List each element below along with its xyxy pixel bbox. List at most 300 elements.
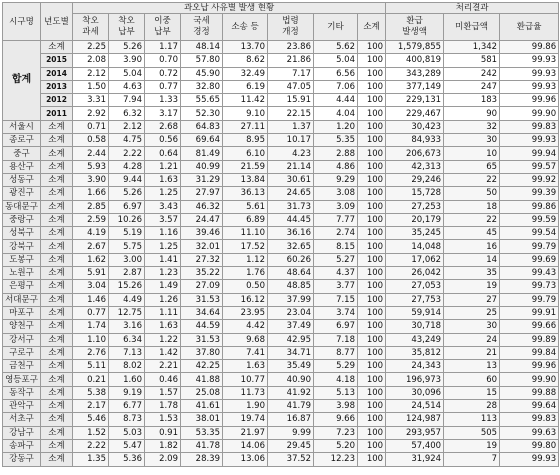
table-row xyxy=(3,134,559,147)
data-cell: 100 xyxy=(358,187,386,200)
data-cell: 99.93 xyxy=(500,453,559,466)
data-cell: 1.60 xyxy=(109,373,145,386)
data-cell: 25.08 xyxy=(181,386,223,399)
table-row xyxy=(3,160,559,173)
table-row xyxy=(3,346,559,359)
region-label: 용산구 xyxy=(3,160,41,173)
region-label: 중구 xyxy=(3,147,41,160)
region-label: 관악구 xyxy=(3,400,41,413)
data-cell: 28 xyxy=(444,400,500,413)
data-cell: 7.13 xyxy=(109,346,145,359)
data-cell: 55.65 xyxy=(181,94,223,107)
table-row xyxy=(3,386,559,399)
year-label: 소계 xyxy=(41,173,73,186)
region-label: 동대문구 xyxy=(3,200,41,213)
table-row xyxy=(3,426,559,439)
year-label: 소계 xyxy=(41,346,73,359)
data-cell: 100 xyxy=(358,67,386,80)
column-header: 환급 발생액 xyxy=(386,14,444,41)
data-cell: 22.15 xyxy=(268,107,314,120)
data-cell: 27.09 xyxy=(181,280,223,293)
data-cell: 39.46 xyxy=(181,227,223,240)
data-cell: 30,718 xyxy=(386,320,444,333)
data-cell: 4.18 xyxy=(314,373,358,386)
data-cell: 100 xyxy=(358,346,386,359)
data-cell: 36.16 xyxy=(268,227,314,240)
data-cell: 99.54 xyxy=(500,227,559,240)
data-cell: 99.84 xyxy=(500,346,559,359)
data-cell: 1.63 xyxy=(145,320,181,333)
data-cell: 32 xyxy=(444,120,500,133)
data-cell: 32.65 xyxy=(268,240,314,253)
table-row xyxy=(3,147,559,160)
data-cell: 4.04 xyxy=(314,107,358,120)
data-cell: 2.22 xyxy=(73,439,109,452)
table-row xyxy=(3,373,559,386)
data-cell: 1.17 xyxy=(145,41,181,54)
data-cell: 3.43 xyxy=(145,200,181,213)
data-cell: 36.13 xyxy=(223,187,268,200)
data-cell: 99.57 xyxy=(500,160,559,173)
data-cell: 100 xyxy=(358,333,386,346)
data-cell: 100 xyxy=(358,227,386,240)
data-cell: 42,313 xyxy=(386,160,444,173)
data-cell: 17.52 xyxy=(223,240,268,253)
data-cell: 20,179 xyxy=(386,213,444,226)
year-label: 2013 xyxy=(41,80,73,93)
data-cell: 7.15 xyxy=(314,293,358,306)
data-cell: 1,342 xyxy=(444,41,500,54)
data-cell: 10.17 xyxy=(268,134,314,147)
year-label: 소계 xyxy=(41,426,73,439)
data-cell: 19 xyxy=(444,280,500,293)
data-cell: 100 xyxy=(358,80,386,93)
data-cell: 12.23 xyxy=(314,453,358,466)
year-label: 소계 xyxy=(41,280,73,293)
data-cell: 11.73 xyxy=(223,386,268,399)
data-cell: 5.62 xyxy=(314,41,358,54)
data-cell: 3.16 xyxy=(109,320,145,333)
table-body xyxy=(3,41,559,467)
data-cell: 23.86 xyxy=(268,41,314,54)
data-cell: 1.21 xyxy=(145,160,181,173)
data-cell: 30.61 xyxy=(268,173,314,186)
data-cell: 2.87 xyxy=(109,267,145,280)
data-cell: 0.91 xyxy=(145,426,181,439)
data-cell: 100 xyxy=(358,200,386,213)
data-cell: 15.26 xyxy=(109,280,145,293)
data-cell: 11.42 xyxy=(223,94,268,107)
data-cell: 1.41 xyxy=(145,253,181,266)
region-label: 동작구 xyxy=(3,386,41,399)
region-label: 금천구 xyxy=(3,360,41,373)
data-cell: 35,812 xyxy=(386,346,444,359)
column-header: 기타 xyxy=(314,14,358,41)
data-cell: 29,246 xyxy=(386,173,444,186)
data-cell: 16.87 xyxy=(268,413,314,426)
data-cell: 2.92 xyxy=(73,107,109,120)
data-cell: 99.73 xyxy=(500,280,559,293)
subheader-row xyxy=(3,14,559,41)
data-cell: 124,987 xyxy=(386,413,444,426)
data-cell: 32.01 xyxy=(181,240,223,253)
data-cell: 4.28 xyxy=(109,160,145,173)
data-cell: 1.82 xyxy=(145,439,181,452)
year-label: 소계 xyxy=(41,439,73,452)
data-cell: 3.77 xyxy=(314,280,358,293)
data-cell: 100 xyxy=(358,147,386,160)
data-cell: 1.53 xyxy=(145,413,181,426)
data-cell: 6.97 xyxy=(314,320,358,333)
data-cell: 0.71 xyxy=(73,120,109,133)
data-cell: 48.85 xyxy=(268,280,314,293)
data-cell: 40.99 xyxy=(181,160,223,173)
data-cell: 34.71 xyxy=(268,346,314,359)
region-label: 강동구 xyxy=(3,453,41,466)
data-cell: 5.04 xyxy=(109,67,145,80)
data-cell: 99.69 xyxy=(500,253,559,266)
region-label: 서대문구 xyxy=(3,293,41,306)
data-cell: 0.72 xyxy=(145,67,181,80)
data-cell: 21.97 xyxy=(223,426,268,439)
data-cell: 100 xyxy=(358,306,386,319)
table-row xyxy=(3,240,559,253)
data-cell: 41.78 xyxy=(181,439,223,452)
data-cell: 21.14 xyxy=(268,160,314,173)
data-cell: 3.74 xyxy=(314,306,358,319)
table-row xyxy=(3,120,559,133)
data-cell: 35.22 xyxy=(181,267,223,280)
data-cell: 14,048 xyxy=(386,240,444,253)
data-cell: 183 xyxy=(444,94,500,107)
region-label: 송파구 xyxy=(3,439,41,452)
data-cell: 3.90 xyxy=(109,54,145,67)
data-cell: 6.77 xyxy=(109,400,145,413)
data-cell: 15.91 xyxy=(268,94,314,107)
region-label: 서울시 xyxy=(3,120,41,133)
data-cell: 27.11 xyxy=(223,120,268,133)
data-cell: 17,062 xyxy=(386,253,444,266)
data-cell: 1.50 xyxy=(73,80,109,93)
region-label: 강남구 xyxy=(3,426,41,439)
column-header: 국세 경정 xyxy=(181,14,223,41)
data-cell: 99.80 xyxy=(500,439,559,452)
data-cell: 7 xyxy=(444,453,500,466)
data-cell: 2.59 xyxy=(73,213,109,226)
data-cell: 1.20 xyxy=(314,120,358,133)
data-cell: 5.04 xyxy=(314,54,358,67)
table-row xyxy=(3,173,559,186)
data-cell: 0.70 xyxy=(145,54,181,67)
data-cell: 5.36 xyxy=(109,453,145,466)
data-cell: 23.95 xyxy=(223,306,268,319)
data-cell: 42.95 xyxy=(268,333,314,346)
region-label: 광진구 xyxy=(3,187,41,200)
table-row xyxy=(3,400,559,413)
table-row xyxy=(3,200,559,213)
data-cell: 5.93 xyxy=(73,160,109,173)
data-cell: 35.49 xyxy=(268,360,314,373)
data-cell: 5.91 xyxy=(73,267,109,280)
data-cell: 100 xyxy=(358,373,386,386)
data-cell: 37.52 xyxy=(268,453,314,466)
data-cell: 57,400 xyxy=(386,439,444,452)
data-cell: 4.42 xyxy=(223,320,268,333)
table-row xyxy=(3,107,559,120)
data-cell: 9.10 xyxy=(223,107,268,120)
data-cell: 9.29 xyxy=(314,173,358,186)
region-label: 영등포구 xyxy=(3,373,41,386)
data-cell: 581 xyxy=(444,54,500,67)
data-cell: 196,973 xyxy=(386,373,444,386)
data-cell: 46.32 xyxy=(181,200,223,213)
data-cell: 64.83 xyxy=(181,120,223,133)
data-cell: 99.96 xyxy=(500,94,559,107)
data-cell: 100 xyxy=(358,386,386,399)
data-cell: 3.00 xyxy=(109,253,145,266)
data-cell: 1.26 xyxy=(145,293,181,306)
region-label: 마포구 xyxy=(3,306,41,319)
data-cell: 1.10 xyxy=(73,333,109,346)
data-cell: 30,096 xyxy=(386,386,444,399)
data-cell: 7.41 xyxy=(223,346,268,359)
data-cell: 41.79 xyxy=(268,400,314,413)
header-cause-group: 과오납 사유별 발생 현황 xyxy=(73,3,386,14)
data-cell: 3.09 xyxy=(314,200,358,213)
data-cell: 1.63 xyxy=(145,173,181,186)
data-cell: 1.74 xyxy=(73,320,109,333)
data-cell: 1.46 xyxy=(73,293,109,306)
data-cell: 99.93 xyxy=(500,80,559,93)
year-label: 소계 xyxy=(41,400,73,413)
data-cell: 44.45 xyxy=(268,213,314,226)
region-label: 강서구 xyxy=(3,333,41,346)
data-cell: 99.93 xyxy=(500,134,559,147)
data-cell: 0.21 xyxy=(73,373,109,386)
data-cell: 6.32 xyxy=(109,107,145,120)
data-cell: 1.23 xyxy=(145,267,181,280)
table-row xyxy=(3,80,559,93)
data-cell: 1.33 xyxy=(145,94,181,107)
data-cell: 100 xyxy=(358,94,386,107)
data-cell: 99.86 xyxy=(500,41,559,54)
year-label: 2014 xyxy=(41,67,73,80)
data-cell: 293,957 xyxy=(386,426,444,439)
data-cell: 4.23 xyxy=(268,147,314,160)
data-cell: 1.42 xyxy=(145,346,181,359)
year-label: 소계 xyxy=(41,134,73,147)
column-header: 착오 납부 xyxy=(109,14,145,41)
data-cell: 84,933 xyxy=(386,134,444,147)
data-cell: 37.80 xyxy=(181,346,223,359)
data-cell: 5.26 xyxy=(109,187,145,200)
data-cell: 6.89 xyxy=(223,213,268,226)
data-cell: 4.63 xyxy=(109,80,145,93)
data-cell: 1.63 xyxy=(223,360,268,373)
data-cell: 99.59 xyxy=(500,213,559,226)
data-cell: 21 xyxy=(444,346,500,359)
data-cell: 9.44 xyxy=(109,173,145,186)
data-cell: 6.19 xyxy=(223,80,268,93)
data-cell: 41.88 xyxy=(181,373,223,386)
data-cell: 29.45 xyxy=(268,439,314,452)
year-label: 소계 xyxy=(41,453,73,466)
data-cell: 0.46 xyxy=(145,373,181,386)
data-cell: 9.99 xyxy=(268,426,314,439)
data-cell: 99.64 xyxy=(500,400,559,413)
year-label: 2012 xyxy=(41,94,73,107)
data-cell: 25 xyxy=(444,306,500,319)
data-cell: 99.43 xyxy=(500,267,559,280)
header-year: 년도별 xyxy=(41,3,73,41)
data-cell: 2.17 xyxy=(73,400,109,413)
data-cell: 4.75 xyxy=(109,134,145,147)
data-cell: 100 xyxy=(358,280,386,293)
year-label: 2015 xyxy=(41,54,73,67)
data-cell: 4.37 xyxy=(314,267,358,280)
data-cell: 35 xyxy=(444,267,500,280)
data-cell: 9.68 xyxy=(223,333,268,346)
table-row xyxy=(3,320,559,333)
data-cell: 59,914 xyxy=(386,306,444,319)
data-cell: 41.92 xyxy=(268,386,314,399)
data-cell: 15,728 xyxy=(386,187,444,200)
data-cell: 400,819 xyxy=(386,54,444,67)
table-row xyxy=(3,67,559,80)
region-label: 중랑구 xyxy=(3,213,41,226)
data-cell: 21.86 xyxy=(268,54,314,67)
data-cell: 100 xyxy=(358,107,386,120)
region-label: 성동구 xyxy=(3,173,41,186)
data-cell: 45.90 xyxy=(181,67,223,80)
region-total-label: 합계 xyxy=(3,41,41,121)
data-cell: 2.67 xyxy=(73,240,109,253)
data-cell: 27,753 xyxy=(386,293,444,306)
data-cell: 377,149 xyxy=(386,80,444,93)
table-row xyxy=(3,439,559,452)
data-cell: 0.56 xyxy=(145,134,181,147)
data-cell: 343,289 xyxy=(386,67,444,80)
data-cell: 100 xyxy=(358,160,386,173)
data-cell: 5.61 xyxy=(223,200,268,213)
data-cell: 13.70 xyxy=(223,41,268,54)
data-cell: 16 xyxy=(444,240,500,253)
data-cell: 1.76 xyxy=(223,267,268,280)
data-cell: 21.59 xyxy=(223,160,268,173)
data-cell: 5.35 xyxy=(314,134,358,147)
region-label: 서초구 xyxy=(3,413,41,426)
data-cell: 2.85 xyxy=(73,200,109,213)
year-label: 소계 xyxy=(41,413,73,426)
data-cell: 2.12 xyxy=(109,120,145,133)
data-cell: 4.19 xyxy=(73,227,109,240)
table-row xyxy=(3,306,559,319)
data-cell: 13 xyxy=(444,360,500,373)
data-cell: 10.77 xyxy=(223,373,268,386)
region-label: 노원구 xyxy=(3,267,41,280)
data-cell: 2.25 xyxy=(73,41,109,54)
table-row xyxy=(3,41,559,54)
region-label: 성북구 xyxy=(3,227,41,240)
data-cell: 5.11 xyxy=(73,360,109,373)
data-cell: 8.95 xyxy=(223,134,268,147)
data-cell: 34.64 xyxy=(181,306,223,319)
year-label: 소계 xyxy=(41,293,73,306)
year-label: 소계 xyxy=(41,306,73,319)
refund-statistics-table xyxy=(2,2,559,467)
data-cell: 1.35 xyxy=(73,453,109,466)
year-label: 소계 xyxy=(41,253,73,266)
data-cell: 2.88 xyxy=(314,147,358,160)
column-header: 소송 등 xyxy=(223,14,268,41)
data-cell: 6.34 xyxy=(109,333,145,346)
data-cell: 5.03 xyxy=(109,426,145,439)
data-cell: 16.12 xyxy=(223,293,268,306)
table-row xyxy=(3,293,559,306)
data-cell: 30 xyxy=(444,134,500,147)
data-cell: 5.29 xyxy=(314,360,358,373)
data-cell: 100 xyxy=(358,267,386,280)
data-cell: 0.50 xyxy=(223,280,268,293)
data-cell: 35,245 xyxy=(386,227,444,240)
data-cell: 0.77 xyxy=(73,306,109,319)
data-cell: 100 xyxy=(358,453,386,466)
table-row xyxy=(3,54,559,67)
data-cell: 31.53 xyxy=(181,293,223,306)
data-cell: 3.31 xyxy=(73,94,109,107)
data-cell: 1.52 xyxy=(73,426,109,439)
region-label: 강북구 xyxy=(3,240,41,253)
data-cell: 47.05 xyxy=(268,80,314,93)
data-cell: 5.47 xyxy=(109,439,145,452)
data-cell: 32.49 xyxy=(223,67,268,80)
data-cell: 99.91 xyxy=(500,306,559,319)
data-cell: 206,673 xyxy=(386,147,444,160)
data-cell: 2.76 xyxy=(73,346,109,359)
data-cell: 23.04 xyxy=(268,306,314,319)
data-cell: 8.77 xyxy=(314,346,358,359)
data-cell: 5.13 xyxy=(314,386,358,399)
data-cell: 100 xyxy=(358,213,386,226)
data-cell: 99.88 xyxy=(500,386,559,399)
data-cell: 229,467 xyxy=(386,107,444,120)
data-cell: 19 xyxy=(444,439,500,452)
data-cell: 26,042 xyxy=(386,267,444,280)
data-cell: 24 xyxy=(444,333,500,346)
data-cell: 48.14 xyxy=(181,41,223,54)
data-cell: 44.59 xyxy=(181,320,223,333)
data-cell: 43,249 xyxy=(386,333,444,346)
data-cell: 7.06 xyxy=(314,80,358,93)
data-cell: 22 xyxy=(444,213,500,226)
table-row xyxy=(3,213,559,226)
data-cell: 24.47 xyxy=(181,213,223,226)
data-cell: 13.84 xyxy=(223,173,268,186)
data-cell: 100 xyxy=(358,360,386,373)
data-cell: 99.79 xyxy=(500,240,559,253)
data-cell: 30,423 xyxy=(386,120,444,133)
year-label: 소계 xyxy=(41,187,73,200)
data-cell: 99.93 xyxy=(500,67,559,80)
data-cell: 7.77 xyxy=(314,213,358,226)
data-cell: 13.06 xyxy=(223,453,268,466)
data-cell: 99.96 xyxy=(500,360,559,373)
data-cell: 8.62 xyxy=(223,54,268,67)
year-label: 소계 xyxy=(41,200,73,213)
data-cell: 9.19 xyxy=(109,386,145,399)
data-cell: 14 xyxy=(444,253,500,266)
data-cell: 3.57 xyxy=(145,213,181,226)
